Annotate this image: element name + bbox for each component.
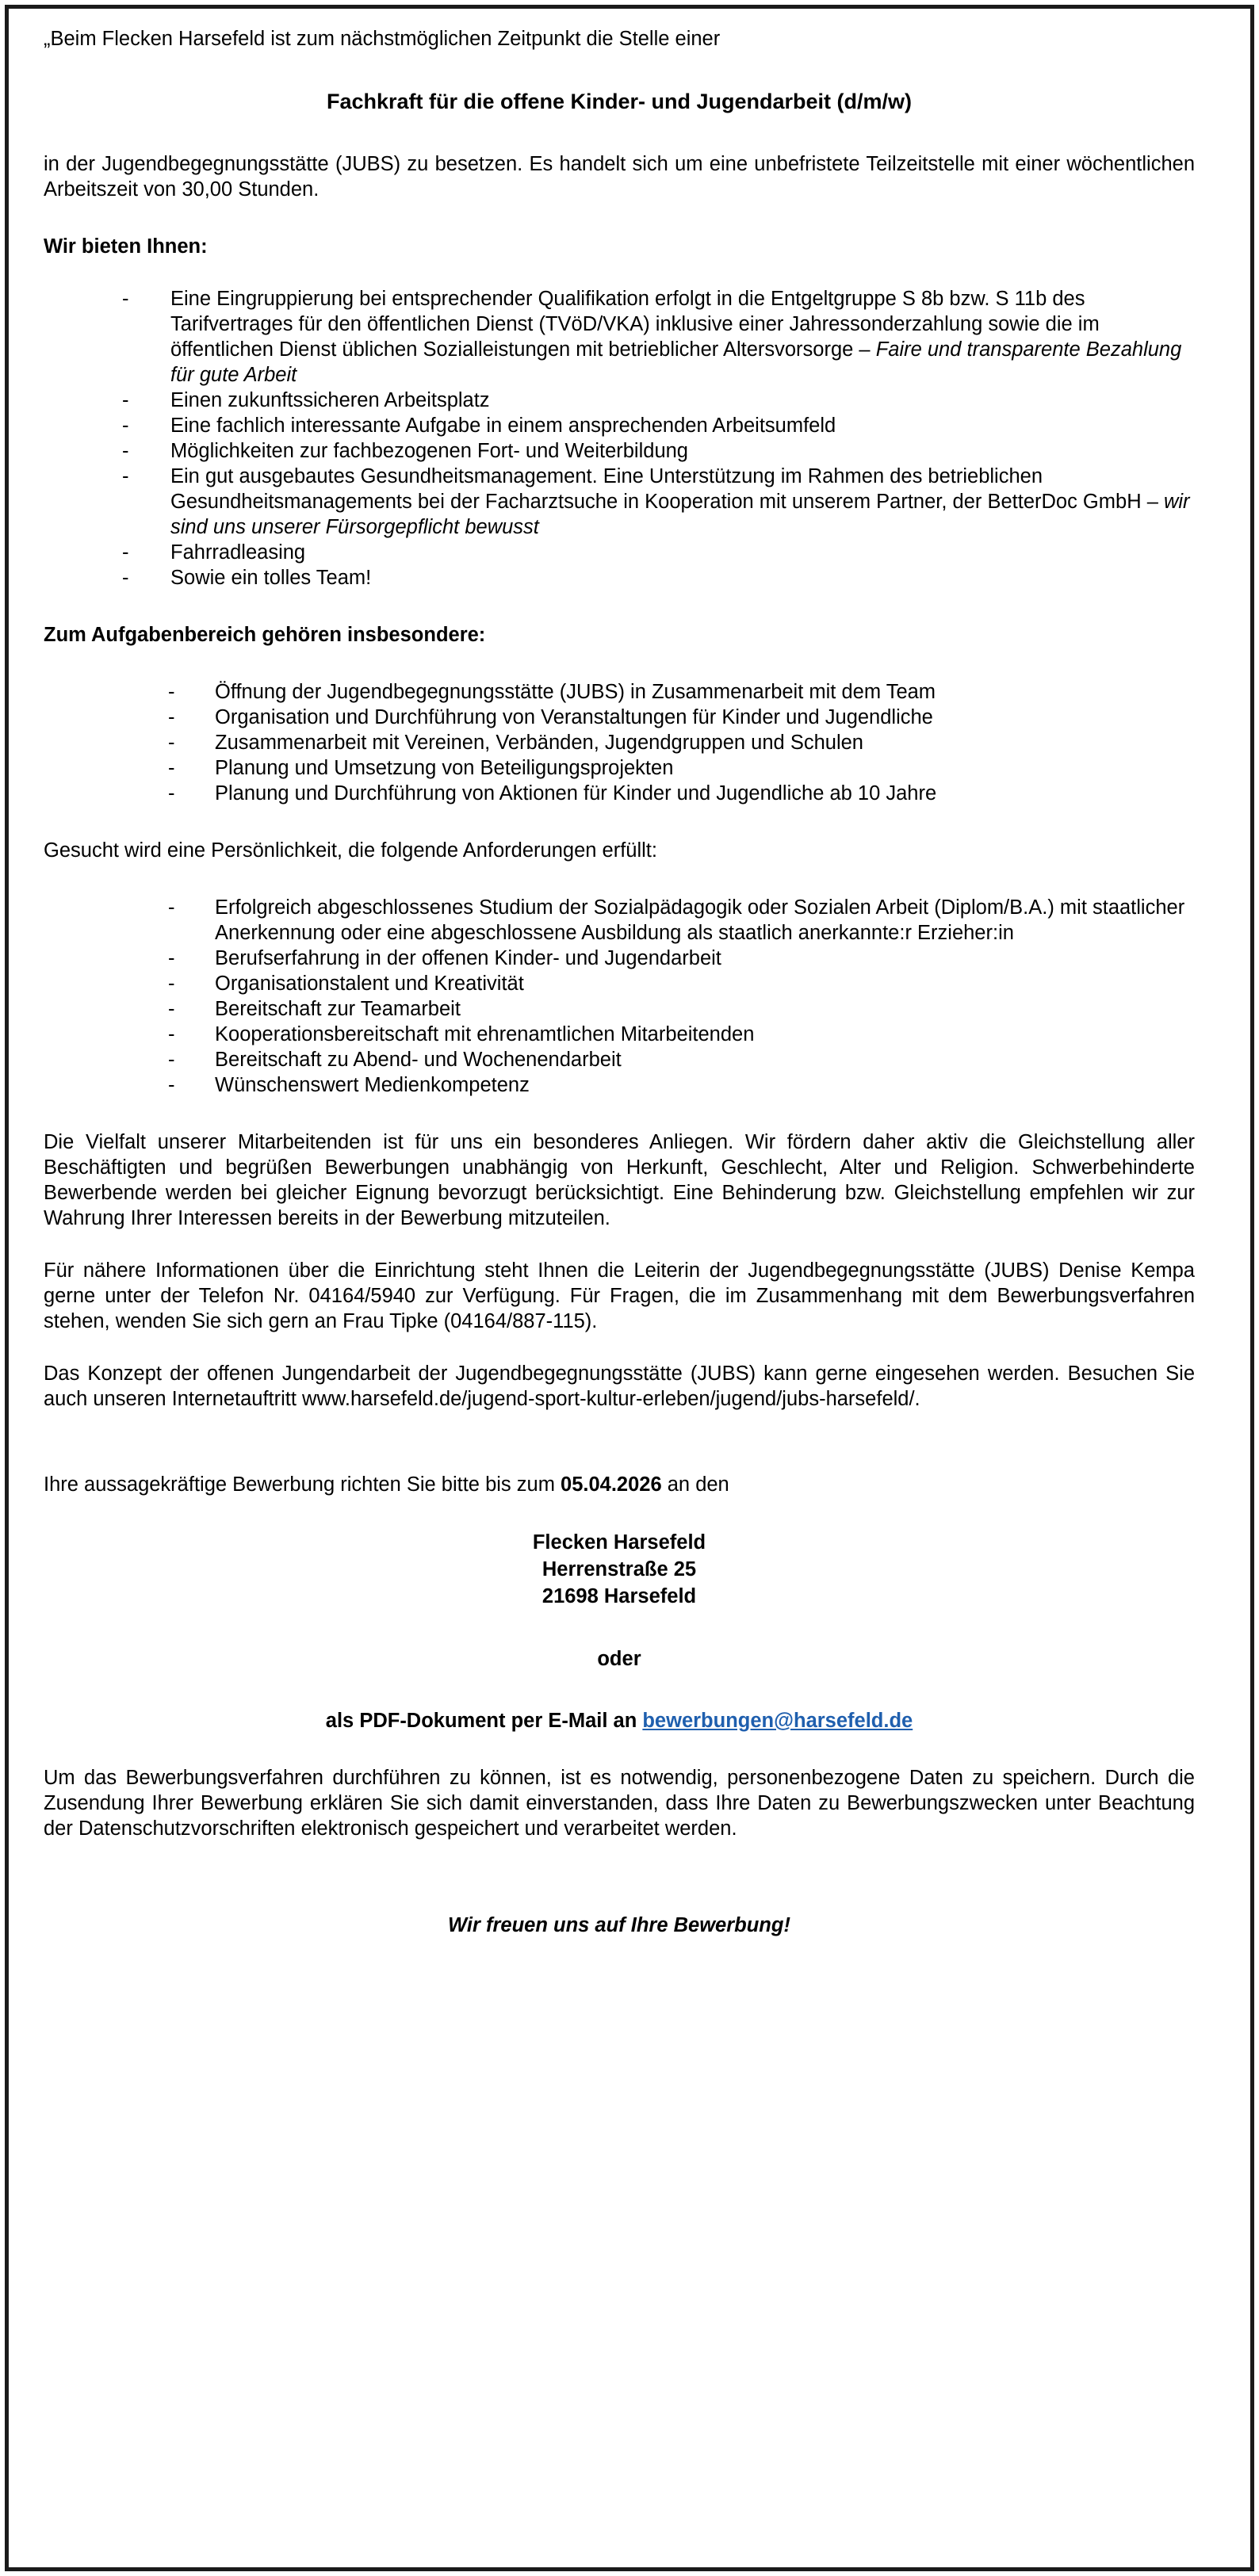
- list-item: [44, 438, 1195, 464]
- page-title: Fachkraft für die offene Kinder- und Jugendarbeit (d/m/w): [326, 90, 913, 113]
- list-item: - Kooperationsbereitschaft mit ehrenamtlichen Mitarbeitenden: [44, 1022, 1195, 1047]
- offers-item-italic-0: Faire und transparente Bezahlung für gute Arbeit: [170, 338, 1182, 386]
- spacer: [44, 115, 1195, 151]
- list-item: - Zusammenarbeit mit Vereinen, Verbänden, Jugendgruppen und Schulen: [44, 730, 1195, 755]
- spacer: [44, 52, 1195, 88]
- list-item: - Planung und Umsetzung von Beteiligungsprojekten: [44, 755, 1195, 781]
- tasks-list: [44, 679, 1195, 806]
- concept-paragraph: Das Konzept der offenen Jungendarbeit der Jugendbegegnungsstätte (JUBS) kann gerne eingesehen werden. Besuchen Sie auch unseren Internetauftritt www.harsefeld.de/jugend-sport-kultur-erleben/jugend/jubs-harsefeld/.: [44, 1363, 1195, 1410]
- offers-list: [44, 286, 1195, 590]
- requirements-list: [44, 895, 1195, 1098]
- list-item: - Erfolgreich abgeschlossenes Studium der Sozialpädagogik oder Sozialen Arbeit (Diplom/B.A.) mit staatlicher Anerkennung oder eine abgeschlossene Ausbildung als staatlich anerkannte:r Erzieher:in: [44, 895, 1195, 946]
- list-item: - Bereitschaft zu Abend- und Wochenendarbeit: [44, 1047, 1195, 1072]
- spacer: [44, 1334, 1195, 1361]
- spacer: [44, 1231, 1195, 1258]
- email-prefix-label: als PDF-Dokument per E-Mail an: [325, 1710, 643, 1732]
- list-item: - Planung und Durchführung von Aktionen für Kinder und Jugendliche ab 10 Jahre: [44, 781, 1195, 806]
- list-item: [44, 286, 1195, 388]
- list-item: - Berufserfahrung in der offenen Kinder- und Jugendarbeit: [44, 946, 1195, 971]
- tasks-heading: Zum Aufgabenbereich gehören insbesondere:: [44, 624, 486, 646]
- or-separator-label: oder: [597, 1648, 641, 1670]
- email-application-line: [44, 1708, 1195, 1733]
- list-item: - Öffnung der Jugendbegegnungsstätte (JUBS) in Zusammenarbeit mit dem Team: [44, 679, 1195, 705]
- list-item: [44, 565, 1195, 590]
- list-item: - Bereitschaft zur Teamarbeit: [44, 996, 1195, 1022]
- spacer: [44, 806, 1195, 838]
- offers-item-text-2: Eine fachlich interessante Aufgabe in einem ansprechenden Arbeitsumfeld: [170, 415, 836, 437]
- closing-statement: Wir freuen uns auf Ihre Bewerbung!: [448, 1914, 790, 1936]
- spacer: [44, 202, 1195, 234]
- offers-item-text-1: Einen zukunftssicheren Arbeitsplatz: [170, 389, 490, 411]
- offers-item-text-0: Eine Eingruppierung bei entsprechender Qualifikation erfolgt in die Entgeltgruppe S 8b bzw. S 11b des Tarifvertrages für den öffentlichen Dienst (TVöD/VKA) inklusive einer Jahressonderzahlung sowie die im öffentlichen Dienst üblichen Sozialleistungen mit betrieblicher Altersvorsorge –: [170, 288, 1100, 361]
- spacer: [44, 1098, 1195, 1129]
- privacy-paragraph: Um das Bewerbungsverfahren durchführen zu können, ist es notwendig, personenbezogene Daten zu speichern. Durch die Zusendung Ihrer Bewerbung erklären Sie sich damit einverstanden, dass Ihre Daten zu Bewerbungszwecken unter Beachtung der Datenschutzvorschriften elektronisch gespeichert und verarbeitet werden.: [44, 1767, 1195, 1840]
- offers-item-text-5: Fahrradleasing: [170, 541, 306, 564]
- spacer: [44, 259, 1195, 286]
- position-details-paragraph: in der Jugendbegegnungsstätte (JUBS) zu besetzen. Es handelt sich um eine unbefristete Teilzeitstelle mit einer wöchentlichen Arbeitszeit von 30,00 Stunden.: [44, 153, 1195, 201]
- email-link[interactable]: bewerbungen@harsefeld.de: [642, 1710, 913, 1732]
- list-item: [44, 464, 1195, 540]
- document-border-frame: [5, 5, 1254, 2571]
- diversity-paragraph: Die Vielfalt unserer Mitarbeitenden ist für uns ein besonderes Anliegen. Wir fördern daher aktiv die Gleichstellung aller Beschäftigten und begrüßen Bewerbungen unabhängig von Herkunft, Geschlecht, Alter und Religion. Schwerbehinderte Bewerbende werden bei gleicher Eignung bevorzugt berücksichtigt. Eine Behinderung bzw. Gleichstellung empfehlen wir zur Wahrung Ihrer Interessen bereits in der Bewerbung mitzuteilen.: [44, 1131, 1195, 1229]
- offers-item-italic-4: wir sind uns unserer Fürsorgepflicht bewusst: [170, 491, 1190, 538]
- contact-paragraph: Für nähere Informationen über die Einrichtung steht Ihnen die Leiterin der Jugendbegegnungsstätte (JUBS) Denise Kempa gerne unter der Telefon Nr. 04164/5940 zur Verfügung. Für Fragen, die im Zusammenhang mit dem Bewerbungsverfahren stehen, wenden Sie sich gern an Frau Tipke (04164/887-115).: [44, 1259, 1195, 1332]
- list-item: - Wünschenswert Medienkompetenz: [44, 1072, 1195, 1098]
- spacer: [44, 1412, 1195, 1472]
- offers-item-text-3: Möglichkeiten zur fachbezogenen Fort- und Weiterbildung: [170, 440, 688, 462]
- address-street: Herrenstraße 25: [541, 1558, 697, 1580]
- spacer: [44, 648, 1195, 679]
- spacer: [44, 1672, 1195, 1708]
- requirements-heading: Gesucht wird eine Persönlichkeit, die folgende Anforderungen erfüllt:: [44, 839, 657, 862]
- spacer: [44, 590, 1195, 622]
- list-item: [44, 540, 1195, 565]
- list-item: [44, 388, 1195, 413]
- address-organisation: Flecken Harsefeld: [532, 1531, 706, 1554]
- deadline-prefix: Ihre aussagekräftige Bewerbung richten Sie bitte bis zum: [44, 1473, 561, 1496]
- list-item: - Organisation und Durchführung von Veranstaltungen für Kinder und Jugendliche: [44, 705, 1195, 730]
- offers-heading: Wir bieten Ihnen:: [44, 235, 208, 258]
- offers-item-text-4: Ein gut ausgebautes Gesundheitsmanagement. Eine Unterstützung im Rahmen des betrieblichen Gesundheitsmanagements bei der Facharztsuche in Kooperation mit unserem Partner, der BetterDoc GmbH –: [170, 465, 1164, 513]
- spacer: [44, 1841, 1195, 1913]
- deadline-suffix: an den: [661, 1473, 729, 1496]
- spacer: [44, 1497, 1195, 1529]
- spacer: [44, 1733, 1195, 1765]
- list-item: - Organisationstalent und Kreativität: [44, 971, 1195, 996]
- address-city: 21698 Harsefeld: [541, 1585, 697, 1607]
- spacer: [44, 1610, 1195, 1646]
- deadline-date: 05.04.2026: [561, 1473, 662, 1496]
- postal-address-block: [44, 1529, 1195, 1610]
- intro-paragraph: „Beim Flecken Harsefeld ist zum nächstmöglichen Zeitpunkt die Stelle einer: [44, 28, 721, 50]
- document-content: [44, 26, 1195, 1938]
- spacer: [44, 863, 1195, 895]
- list-item: [44, 413, 1195, 438]
- application-deadline-paragraph: [44, 1472, 1195, 1497]
- offers-item-text-6: Sowie ein tolles Team!: [170, 567, 372, 589]
